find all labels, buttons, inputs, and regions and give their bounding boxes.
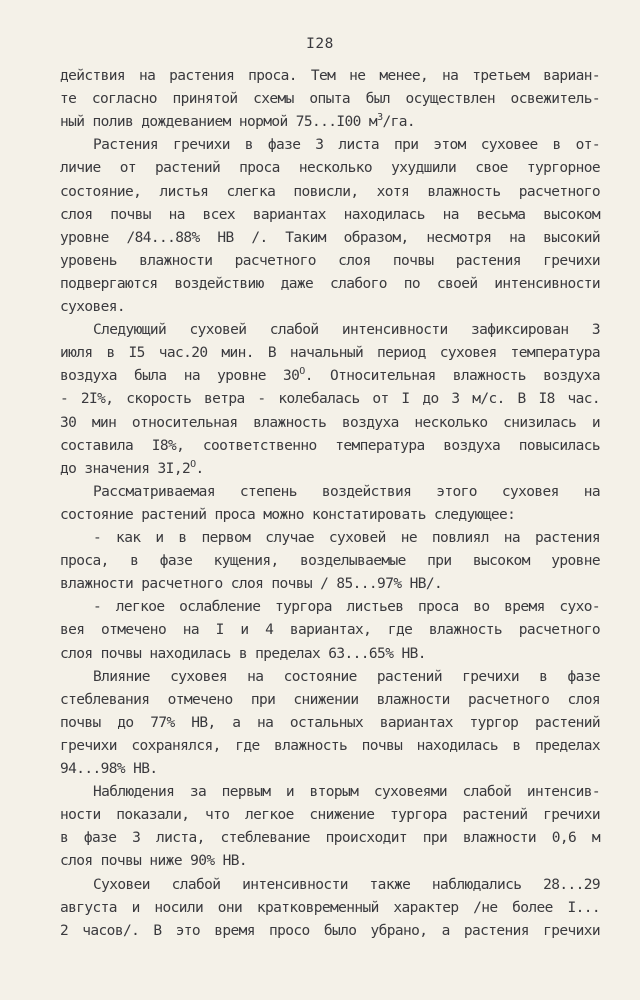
text-line-content: - легкое ослабление тургора листьев проса во время сухо- (93, 599, 600, 616)
text-line (60, 158, 600, 178)
text-line-content: августа и носили они кратковременный характер /не более I... (60, 899, 600, 916)
text-line-content: уровень влажности расчетного слоя почвы растения гречихи (60, 252, 600, 269)
text-line-continuation: . (195, 460, 204, 477)
text-line (93, 782, 600, 802)
text-line-content: стеблевания отмечено при снижении влажности расчетного слоя (60, 691, 600, 708)
text-line (60, 620, 600, 640)
text-line (60, 574, 600, 594)
text-line-content: почвы до 77% НВ, а на остальных вариантах тургор растений (60, 714, 600, 731)
text-line (93, 875, 600, 895)
text-line (93, 482, 600, 502)
text-line (60, 805, 600, 825)
text-line-content: проса, в фазе кущения, возделываемые при высоком уровне (60, 553, 600, 570)
text-line-content: ный полив дождеванием нормой 75...I00 м (60, 114, 378, 131)
text-line (60, 736, 600, 756)
text-line-continuation: /га. (382, 114, 416, 131)
text-line (60, 366, 600, 386)
text-line-content: влажности расчетного слоя почвы / 85...97% НВ/. (60, 576, 443, 593)
text-line (93, 667, 600, 687)
text-line-content: Влияние суховея на состояние растений гречихи в фазе (93, 668, 600, 685)
text-line (93, 135, 600, 155)
text-line (60, 251, 600, 271)
text-line (60, 644, 600, 664)
text-line (60, 274, 600, 294)
text-line-content: вея отмечено на I и 4 вариантах, где влажность расчетного (60, 622, 600, 639)
text-line (60, 182, 600, 202)
text-line-content: до значения 3I,2 (60, 460, 191, 477)
text-line (60, 89, 600, 109)
text-line (60, 505, 600, 525)
text-line-content: суховея. (60, 299, 126, 315)
text-line-content: 30 мин относительная влажность воздуха несколько снизилась и (60, 414, 600, 431)
text-line-content: состояние растений проса можно констатировать следующее: (60, 506, 516, 523)
text-line-content: личие от растений проса несколько ухудшили свое тургорное (60, 160, 600, 177)
text-line-content: слоя почвы на всех вариантах находилась на весьма высоком (60, 206, 600, 223)
text-line-content: - как и в первом случае суховей не повлиял на растения (93, 530, 600, 546)
text-line-content: уровне /84...88% НВ /. Таким образом, несмотря на высокий (60, 229, 600, 246)
superscript: O (299, 366, 305, 378)
superscript: 3 (377, 112, 383, 124)
text-line (60, 297, 600, 317)
text-line (60, 551, 600, 571)
page-number: I28 (306, 36, 334, 52)
text-line (60, 759, 600, 779)
text-line-content: воздуха была на уровне 30 (60, 368, 300, 385)
text-line-content: 2 часов/. В это время просо было убрано, а растения гречихи (60, 922, 600, 939)
text-line (60, 898, 600, 918)
text-line-content: Суховеи слабой интенсивности также наблюдались 28...29 (93, 876, 600, 893)
text-line (60, 436, 600, 456)
text-line-content: действия на растения проса. Тем не менее, на третьем вариан- (60, 68, 600, 84)
text-line (93, 597, 600, 617)
text-line-content: слоя почвы находилась в пределах 63...65% НВ. (60, 645, 426, 662)
text-line-content: Растения гречихи в фазе 3 листа при этом суховее в от- (93, 137, 600, 154)
text-line-content: Наблюдения за первым и вторым суховеями слабой интенсив- (93, 784, 600, 801)
text-line (60, 851, 600, 871)
text-line (60, 343, 600, 363)
text-line-content: подвергаются воздействию даже слабого по своей интенсивности (60, 275, 600, 292)
text-line (60, 205, 600, 225)
text-line (60, 828, 600, 848)
text-line (60, 921, 600, 941)
text-line (60, 459, 600, 479)
text-line-content: Рассматриваемая степень воздействия этого суховея на (93, 483, 600, 500)
text-line-content: в фазе 3 листа, стеблевание происходит при влажности 0,6 м (60, 830, 600, 847)
text-line (93, 320, 600, 340)
superscript: O (190, 458, 196, 470)
text-line-content: - 2I%, скорость ветра - колебалась от I до 3 м/с. В I8 час. (60, 391, 600, 408)
text-line-content: Следующий суховей слабой интенсивности зафиксирован 3 (93, 322, 600, 339)
text-line-content: слоя почвы ниже 90% НВ. (60, 853, 247, 870)
text-line (60, 112, 600, 132)
text-line-content: гречихи сохранялся, где влажность почвы находилась в пределах (60, 737, 600, 754)
text-line-continuation: . Относительная влажность воздуха (304, 368, 600, 385)
text-line (60, 690, 600, 710)
text-line (60, 228, 600, 248)
text-line (60, 713, 600, 733)
text-line-content: 94...98% НВ. (60, 761, 158, 777)
text-line (60, 413, 600, 433)
text-line (60, 66, 600, 86)
text-line-content: составила I8%, соответственно температура воздуха повысилась (60, 437, 600, 454)
text-line (60, 389, 600, 409)
text-line-content: июля в I5 час.20 мин. В начальный период суховея температура (60, 345, 600, 362)
text-line (93, 528, 600, 548)
text-line-content: те согласно принятой схемы опыта был осуществлен освежитель- (60, 91, 600, 108)
text-line-content: ности показали, что легкое снижение тургора растений гречихи (60, 807, 600, 824)
text-line-content: состояние, листья слегка повисли, хотя влажность расчетного (60, 183, 600, 200)
